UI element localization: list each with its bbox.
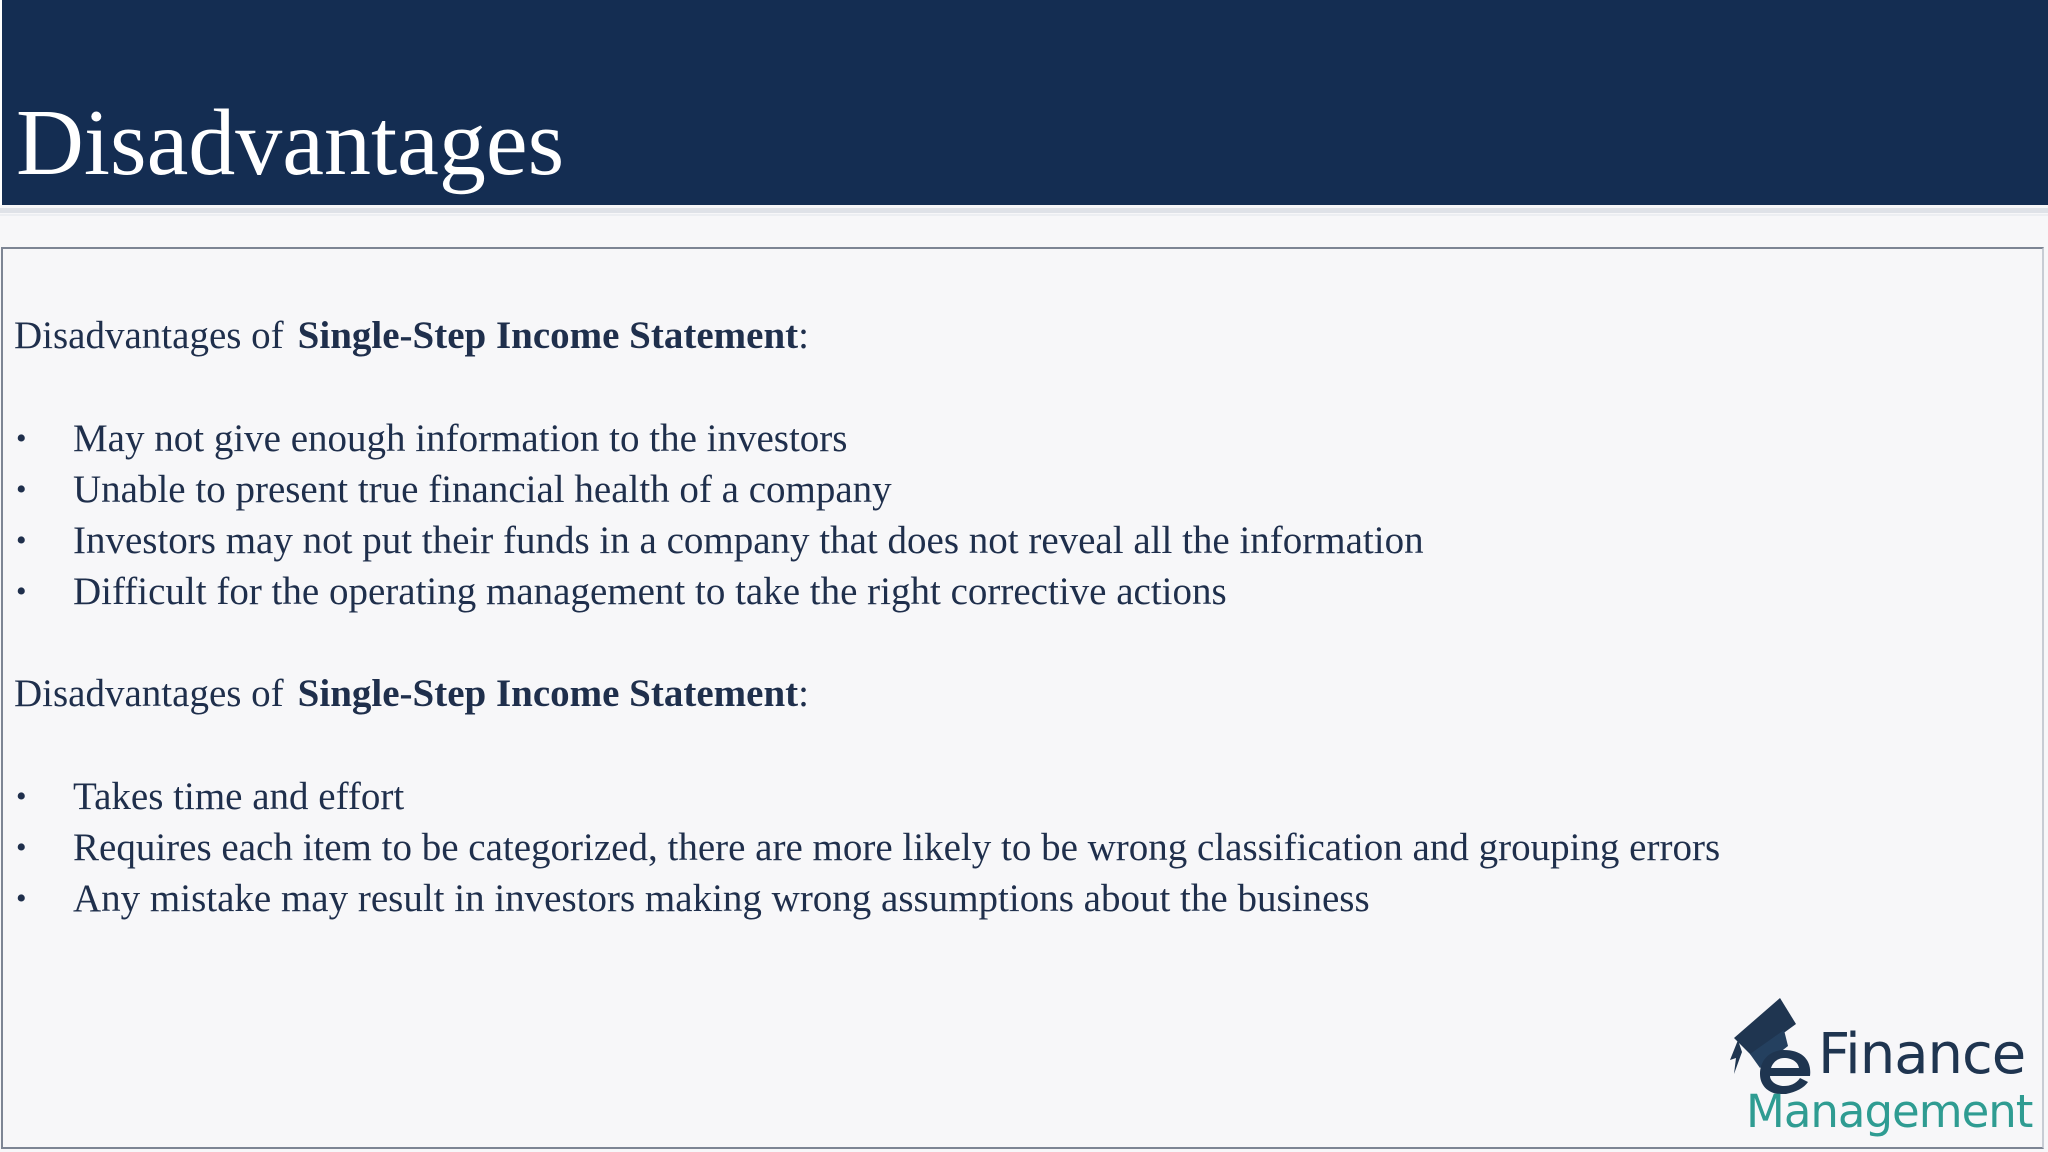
list-item (14, 413, 1424, 464)
bullet-icon: • (16, 575, 27, 608)
list-item-text: Requires each item to be categorized, there are more likely to be wrong classification and grouping errors (73, 826, 1721, 869)
list-item-text: Difficult for the operating management to take the right corrective actions (73, 570, 1227, 613)
list-item-text: Unable to present true financial health of a company (73, 468, 892, 511)
slide-title: Disadvantages (16, 91, 565, 195)
bullet-icon: • (16, 780, 27, 813)
divider (0, 208, 2048, 213)
graduation-cap-icon (1722, 994, 1812, 1094)
list-item-text: May not give enough information to the investors (73, 417, 848, 460)
logo-text-finance: Finance (1818, 1022, 2026, 1087)
section-heading-suffix: : (798, 314, 809, 357)
bullet-icon: • (16, 422, 27, 455)
section-heading-emphasis: Single-Step Income Statement (297, 672, 799, 715)
list-item (14, 873, 1720, 924)
list-item (14, 566, 1424, 617)
bullet-icon: • (16, 831, 27, 864)
title-banner (0, 0, 2048, 205)
section-heading-emphasis: Single-Step Income Statement (297, 314, 799, 357)
section-heading-suffix: : (798, 672, 809, 715)
list-item-text: Investors may not put their funds in a company that does not reveal all the information (73, 519, 1424, 562)
divider (0, 214, 2048, 216)
list-item (14, 464, 1424, 515)
section-heading-2 (14, 671, 809, 717)
list-item (14, 771, 1720, 822)
section-heading-prefix: Disadvantages of (14, 672, 284, 715)
logo-text-management: Management (1746, 1085, 2033, 1138)
efinance-management-logo (1722, 994, 2044, 1144)
section-heading-prefix: Disadvantages of (14, 314, 284, 357)
bullet-list-2 (14, 771, 1720, 924)
bullet-icon: • (16, 882, 27, 915)
section-heading-1 (14, 313, 809, 359)
list-item (14, 822, 1720, 873)
list-item-text: Any mistake may result in investors making wrong assumptions about the business (73, 877, 1370, 920)
list-item-text: Takes time and effort (73, 775, 405, 818)
bullet-list-1 (14, 413, 1424, 617)
bullet-icon: • (16, 524, 27, 557)
bullet-icon: • (16, 473, 27, 506)
list-item (14, 515, 1424, 566)
